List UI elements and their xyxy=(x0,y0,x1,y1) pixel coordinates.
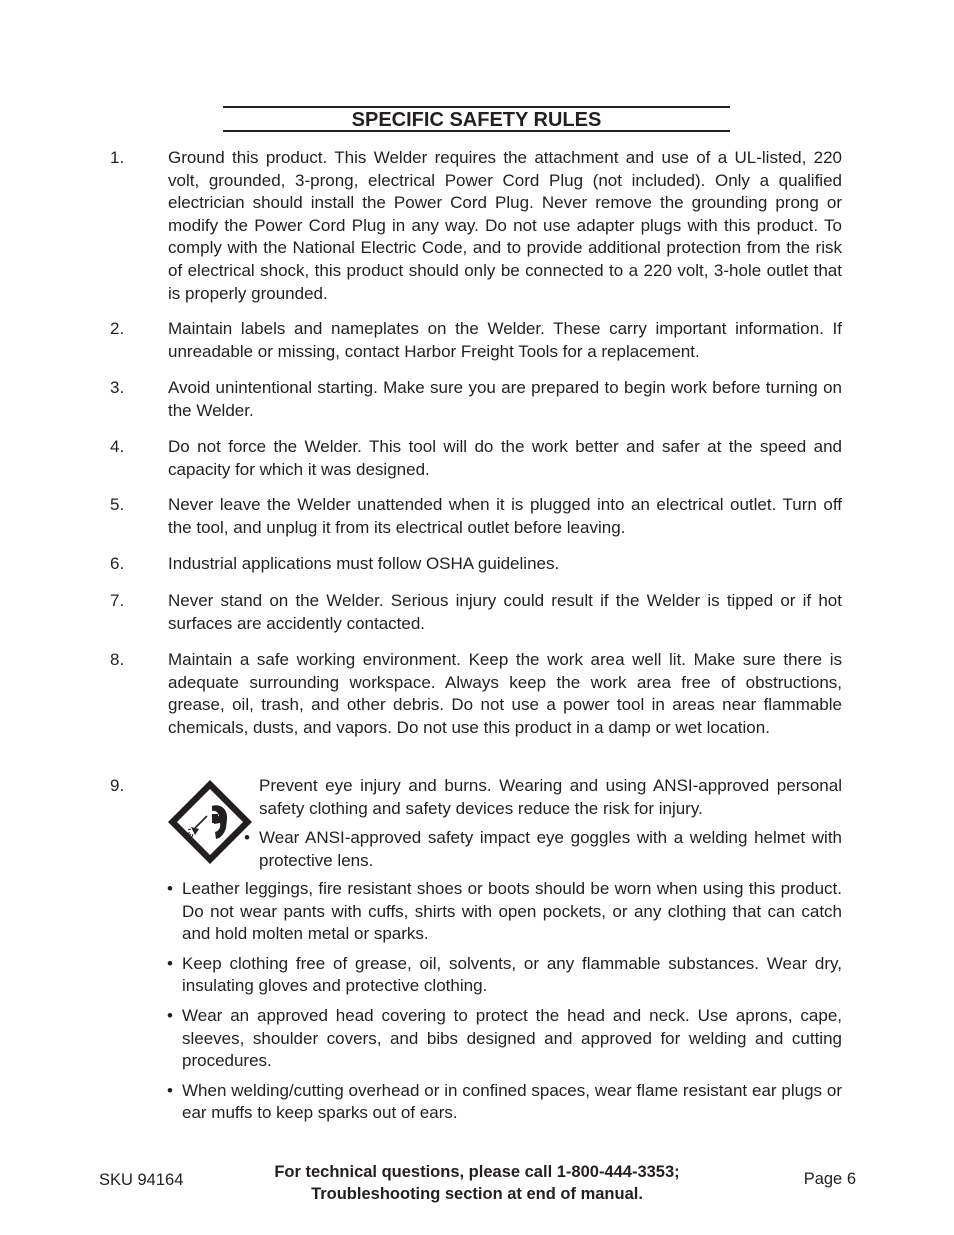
list-item xyxy=(167,953,842,998)
footer-sku: SKU 94164 xyxy=(99,1171,184,1189)
bullet-text: Wear ANSI-approved safety impact eye goggles with a welding helmet with protective lens. xyxy=(259,828,842,870)
bullet-text: Wear an approved head covering to protect the head and neck. Use aprons, cape, sleeves, shoulder covers, and bibs designed and approved for welding and cutting procedures. xyxy=(182,1005,842,1071)
item-9-text-block xyxy=(244,775,842,879)
list-item-5 xyxy=(110,494,842,539)
item-number: 7. xyxy=(110,591,125,610)
list-item-7 xyxy=(110,590,842,635)
footer-line-2: Troubleshooting section at end of manual. xyxy=(311,1185,643,1203)
welding-helmet-warning-icon xyxy=(166,778,254,866)
footer-line-1: For technical questions, please call 1-800-444-3353; xyxy=(274,1163,680,1181)
list-item xyxy=(167,1080,842,1125)
list-item-1 xyxy=(110,147,842,305)
item-number: 6. xyxy=(110,554,125,573)
bullet-mark: • xyxy=(167,1005,173,1025)
bullet-mark: • xyxy=(244,828,250,848)
list-item-2 xyxy=(110,318,842,363)
item-text: Avoid unintentional starting. Make sure you are prepared to begin work before turning on the Welder. xyxy=(168,378,842,420)
bullet-list xyxy=(167,878,842,1132)
item-text: Do not force the Welder. This tool will do the work better and safer at the speed and capacity for which it was designed. xyxy=(168,437,842,479)
item-number: 4. xyxy=(110,437,125,456)
list-item-8 xyxy=(110,649,842,739)
page-number: Page 6 xyxy=(803,1170,856,1188)
item-text: Ground this product. This Welder requires the attachment and use of a UL-listed, 220 volt, grounded, 3-prong, electrical Power Cord Plug (not included). Only a qualified electrician should install the Power Cord Plug. Never remove the grounding prong or modify the Power Cord Plug in any way. Do not use adapter plugs with this product. To comply with the National Electric Code, and to provide additional protection from the risk of electrical shock, this product should only be connected to a 220 volt, 3-hole outlet that is properly grounded. xyxy=(168,148,842,303)
bullet-mark: • xyxy=(167,953,173,973)
item-text: Prevent eye injury and burns. Wearing and using ANSI-approved personal safety clothing and safety devices reduce the risk for injury. xyxy=(259,776,842,818)
bullet-mark: • xyxy=(167,1080,173,1100)
item-text: Never stand on the Welder. Serious injury could result if the Welder is tipped or if hot surfaces are accidently contacted. xyxy=(168,591,842,633)
item-number: 9. xyxy=(110,776,125,795)
item-number: 2. xyxy=(110,319,125,338)
bullet-mark: • xyxy=(167,879,173,898)
list-item-6 xyxy=(110,553,842,576)
title-rule-bottom xyxy=(223,130,730,132)
item-text: Industrial applications must follow OSHA guidelines. xyxy=(168,554,560,573)
list-item xyxy=(167,878,842,946)
item-number: 1. xyxy=(110,148,125,167)
list-item-4 xyxy=(110,436,842,481)
item-text: Never leave the Welder unattended when it is plugged into an electrical outlet. Turn off the tool, and unplug it from its electrical outlet before leaving. xyxy=(168,495,842,537)
item-number: 8. xyxy=(110,650,125,669)
item-number: 5. xyxy=(110,495,125,514)
bullet-text: When welding/cutting overhead or in confined spaces, wear flame resistant ear plugs or ear muffs to keep sparks out of ears. xyxy=(182,1080,842,1123)
list-item xyxy=(167,1005,842,1073)
page-title: SPECIFIC SAFETY RULES xyxy=(351,109,602,131)
bullet-text: Keep clothing free of grease, oil, solvents, or any flammable substances. Wear dry, insulating gloves and protective clothing. xyxy=(182,953,842,996)
bullet-text: Leather leggings, fire resistant shoes or boots should be worn when using this product. Do not wear pants with cuffs, shirts with open pockets, or any clothing that can catch and hold molten metal or sparks. xyxy=(182,879,842,944)
list-item-3 xyxy=(110,377,842,422)
sub-bullet xyxy=(244,827,842,872)
item-text: Maintain labels and nameplates on the Welder. These carry important information. If unreadable or missing, contact Harbor Freight Tools for a replacement. xyxy=(168,319,842,361)
item-text: Maintain a safe working environment. Keep the work area well lit. Make sure there is adequate surrounding workspace. Always keep the work area free of obstructions, grease, oil, trash, and other debris. Do not use a power tool in areas near flammable chemicals, dusts, and vapors. Do not use this product in a damp or wet location. xyxy=(168,650,842,737)
footer-contact xyxy=(200,1161,754,1205)
item-number: 3. xyxy=(110,378,125,397)
